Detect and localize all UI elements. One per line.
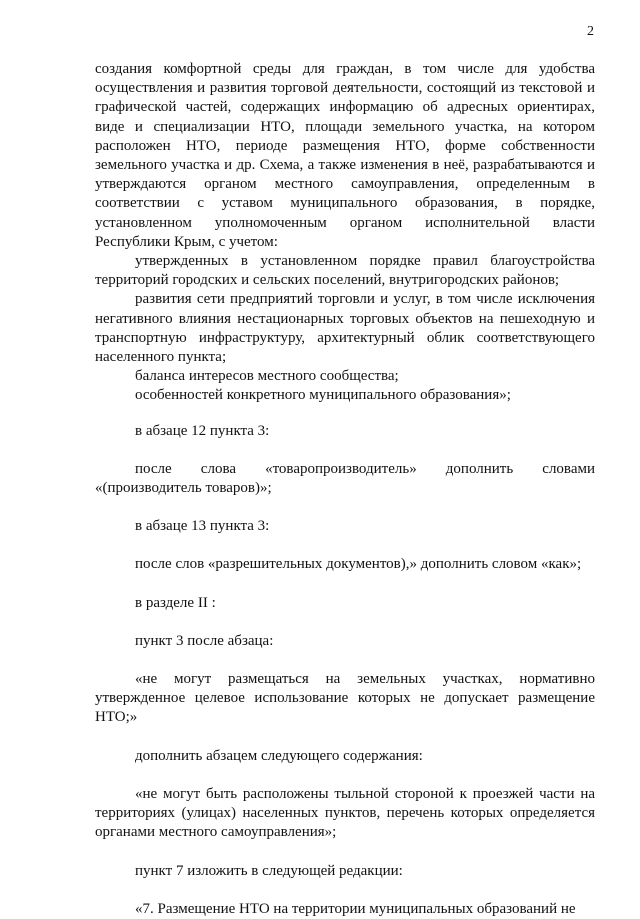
paragraph: утвержденных в установленном порядке правил благоустройства территорий городских и сельских поселений, внутригородских районов;	[95, 253, 595, 289]
paragraph: в абзаце 13 пункта 3:	[135, 518, 270, 535]
paragraph: в разделе II :	[135, 594, 216, 611]
paragraph: в абзаце 12 пункта 3:	[135, 422, 270, 439]
paragraph: «не могут размещаться на земельных участках, нормативно утвержденное целевое использование которых не допускает размещение НТО;»	[95, 671, 595, 726]
document-body	[95, 60, 595, 919]
page-number: 2	[587, 24, 594, 39]
paragraph: развития сети предприятий торговли и услуг, в том числе исключения негативного влияния нестационарных торговых объектов на пешеходную и транспортную инфраструктуру, архитектурный облик соответствующего населенного пункта;	[95, 291, 595, 366]
paragraph: пункт 7 изложить в следующей редакции:	[135, 862, 403, 879]
paragraph: «не могут быть расположены тыльной стороной к проезжей части на территориях (улицах) населенных пунктов, перечень которых определяется органами местного самоуправления»;	[95, 785, 595, 841]
paragraph: создания комфортной среды для граждан, в том числе для удобства осуществления и развития торговой деятельности, состоящий из текстовой и графической частей, содержащих информацию об адресных ориентирах, виде и специализации НТО, площади земельного участка, на котором расположен НТО, периоде размещения НТО, форме собственности земельного участка и др. Схема, а также изменения в неё, разрабатываются и утверждаются органом местного самоуправления, определенным в соответствии с уставом муниципального образования, в порядке, установленном уполномоченным органом исполнительной власти Республики Крым, с учетом:	[95, 61, 595, 250]
paragraph: после слов «разрешительных документов),» дополнить словом «как»;	[135, 556, 582, 573]
paragraph: пункт 3 после абзаца:	[135, 632, 274, 649]
paragraph: особенностей конкретного муниципального образования»;	[135, 387, 511, 404]
paragraph: «7. Размещение НТО на территории муниципальных образований не	[135, 900, 576, 917]
paragraph: дополнить абзацем следующего содержания:	[135, 747, 423, 764]
paragraph: баланса интересов местного сообщества;	[135, 368, 399, 385]
paragraph: после слова «товаропроизводитель» дополнить словами «(производитель товаров)»;	[95, 460, 595, 497]
